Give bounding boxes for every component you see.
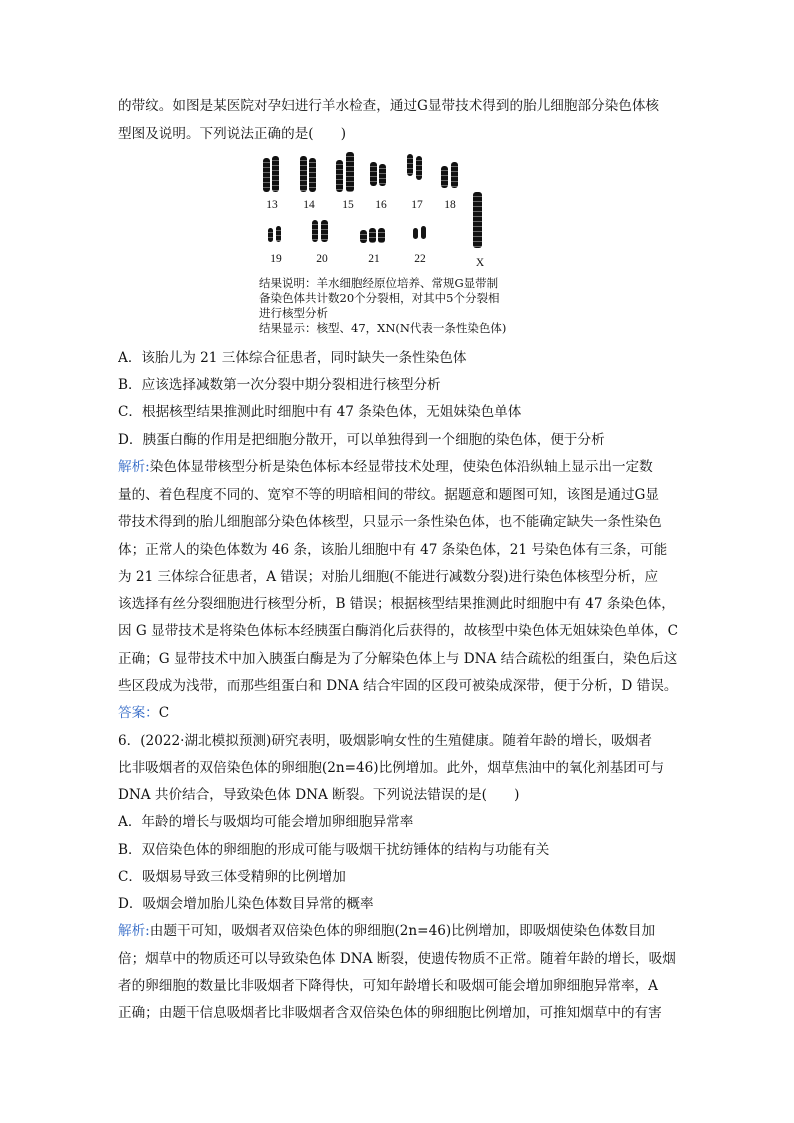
chromosome-label: 22 [414, 253, 426, 265]
q6-analysis-line-4: 正确；由题干信息吸烟者比非吸烟者含双倍染色体的卵细胞比例增加，可推知烟草中的有害 [118, 1005, 662, 1021]
chromosome-20 [321, 220, 328, 242]
chromosome-13 [272, 156, 279, 192]
chromosome-label: 20 [316, 253, 328, 265]
analysis-label: 解析: [118, 459, 150, 475]
q6-analysis-line-3: 者的卵细胞的数量比非吸烟者下降得快，可知年龄增长和吸烟可能会增加卵细胞异常率，A [118, 978, 658, 994]
chromosome-18 [441, 166, 448, 188]
q5-analysis-line-1: 解析:染色体显带核型分析是染色体标本经显带技术处理，使染色体沿纵轴上显示出一定数 [118, 459, 653, 475]
chromosome-19 [276, 226, 281, 242]
q5-analysis-line-7: 因 G 显带技术是将染色体标本经胰蛋白酶消化后获得的，故核型中染色体无姐妹染色单体，C [118, 623, 678, 639]
q6-option-c: C．吸烟易导致三体受精卵的比例增加 [118, 869, 346, 885]
chromosome-15 [336, 160, 343, 192]
chromosome-21 [369, 228, 376, 243]
chromosome-17 [416, 156, 422, 180]
chromosome-label: 14 [303, 199, 315, 211]
q5-analysis-line-6: 该选择有丝分裂细胞进行核型分析，B 错误；根据核型结果推测此时细胞中有 47 条染色体， [118, 596, 675, 612]
q5-option-d: D．胰蛋白酶的作用是把细胞分散开，可以单独得到一个细胞的染色体，便于分析 [118, 432, 605, 448]
chromosome-label: 17 [411, 199, 423, 211]
chromosome-label: 18 [444, 199, 456, 211]
q5-analysis-line-4: 体；正常人的染色体数为 46 条，该胎儿细胞中有 47 条染色体，21 号染色体有三条，可能 [118, 542, 668, 558]
chromosome-label: 19 [270, 253, 282, 265]
q5-analysis-line-9: 些区段成为浅带，而那些组蛋白和 DNA 结合牢固的区段可被染成深带，便于分析，D 错误。 [118, 678, 678, 694]
q6-option-d: D．吸烟会增加胎儿染色体数目异常的概率 [118, 896, 374, 912]
chromosome-16 [379, 164, 386, 186]
q6-option-b: B．双倍染色体的卵细胞的形成可能与吸烟干扰纺锤体的结构与功能有关 [118, 842, 550, 858]
answer-label: 答案： [118, 705, 159, 721]
answer-value: C [158, 705, 170, 721]
q6-analysis-line-2: 倍；烟草中的物质还可以导致染色体 DNA 断裂，使遗传物质不正常。随着年龄的增长，吸烟 [118, 951, 676, 967]
chromosome-22 [421, 226, 426, 239]
q5-option-b: B．应该选择减数第一次分裂中期分裂相进行核型分析 [118, 377, 441, 393]
chromosome-17 [407, 154, 413, 176]
chromosome-22 [413, 228, 418, 239]
karyotype-figure [255, 148, 515, 272]
q6-stem-line-3: DNA 共价结合，导致染色体 DNA 断裂。下列说法错误的是( ) [118, 787, 520, 803]
chromosome-label: 13 [266, 199, 278, 211]
chromosome-19 [268, 228, 273, 242]
chromosome-18 [451, 162, 458, 188]
figure-caption-3: 进行核型分析 [259, 306, 328, 320]
chromosome-21 [378, 228, 385, 243]
q5-option-c: C．根据核型结果推测此时细胞中有 47 条染色体，无姐妹染色单体 [118, 404, 522, 420]
chromosome-x [473, 192, 482, 248]
q5-answer [118, 703, 678, 723]
figure-caption-2: 备染色体共计数20个分裂相，对其中5个分裂相 [259, 291, 500, 305]
q6-option-a: A．年龄的增长与吸烟均可能会增加卵细胞异常率 [118, 814, 414, 830]
chromosome-label: X [475, 257, 485, 269]
q6-analysis-line-1: 解析:由题干可知，吸烟者双倍染色体的卵细胞(2n=46)比例增加，即吸烟使染色体数目加 [118, 923, 656, 939]
chromosome-label: 16 [375, 199, 387, 211]
intro-line-1: 的带纹。如图是某医院对孕妇进行羊水检查，通过G显带技术得到的胎儿细胞部分染色体核 [118, 98, 660, 114]
q5-analysis-line-3: 带技术得到的胎儿细胞部分染色体核型，只显示一条性染色体，也不能确定缺失一条性染色 [118, 514, 662, 530]
q5-option-a: A．该胎儿为 21 三体综合征患者，同时缺失一条性染色体 [118, 350, 467, 366]
q5-analysis-line-8: 正确；G 显带技术中加入胰蛋白酶是为了分解染色体上与 DNA 结合疏松的组蛋白，染色后这 [118, 651, 678, 667]
analysis-label: 解析: [118, 923, 150, 939]
q5-analysis-line-2: 量的、着色程度不同的、宽窄不等的明暗相间的带纹。据题意和题图可知，该图是通过G显 [118, 487, 660, 503]
chromosome-14 [309, 158, 316, 192]
chromosome-20 [312, 220, 318, 242]
chromosome-label: 21 [368, 253, 380, 265]
figure-caption-1: 结果说明：羊水细胞经原位培养、常规G显带制 [259, 276, 499, 290]
chromosome-21 [360, 230, 367, 243]
q6-stem-line-2: 比非吸烟者的双倍染色体的卵细胞(2n=46)比例增加。此外，烟草焦油中的氧化剂基团可与 [118, 760, 665, 776]
intro-line-2: 型图及说明。下列说法正确的是( ) [118, 126, 347, 142]
chromosome-14 [300, 156, 307, 192]
chromosome-15 [346, 152, 354, 192]
q5-analysis-line-5: 为 21 三体综合征患者，A 错误；对胎儿细胞(不能进行减数分裂)进行染色体核型分析，应 [118, 569, 659, 585]
figure-caption-4: 结果显示：核型、47，XN(N代表一条性染色体) [259, 321, 507, 335]
chromosome-label: 15 [342, 199, 354, 211]
q6-stem-line-1: 6．(2022·湖北模拟预测)研究表明，吸烟影响女性的生殖健康。随着年龄的增长，吸烟者 [118, 733, 652, 749]
chromosome-13 [263, 158, 270, 192]
chromosome-16 [370, 162, 377, 186]
